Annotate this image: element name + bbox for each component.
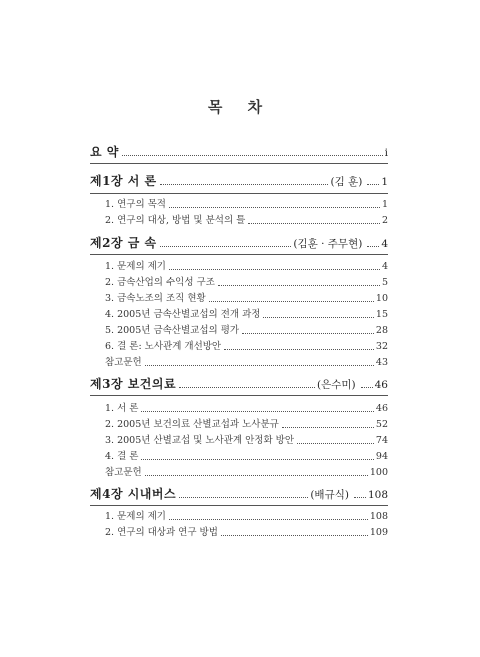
item-page: 15 — [375, 309, 388, 320]
item-page: 52 — [375, 419, 388, 430]
toc-item[interactable] — [105, 452, 388, 462]
chapter-author: (배규식) — [310, 488, 349, 501]
toc-item[interactable] — [105, 404, 388, 414]
toc-item[interactable] — [105, 358, 388, 368]
dot-leader — [282, 426, 374, 428]
dot-leader — [179, 386, 315, 388]
toc-item[interactable] — [105, 294, 388, 304]
toc-item[interactable] — [105, 420, 388, 430]
item-label: 1. 연구의 목적 — [105, 199, 166, 210]
item-page: 2 — [381, 215, 388, 226]
toc-item[interactable] — [105, 512, 388, 522]
entry-page: i — [384, 146, 388, 159]
item-page: 4 — [381, 261, 388, 272]
item-page: 43 — [375, 357, 388, 368]
chapter-3-heading[interactable] — [90, 378, 388, 390]
item-page: 74 — [375, 435, 388, 446]
dot-leader — [141, 410, 373, 412]
item-page: 108 — [369, 511, 388, 522]
divider — [90, 163, 388, 164]
chapter-title: 제3장 보건의료 — [90, 377, 177, 391]
dot-leader — [122, 154, 383, 156]
item-label: 4. 결 론 — [105, 451, 139, 462]
dot-leader — [179, 496, 308, 498]
toc-item[interactable] — [105, 278, 388, 288]
divider — [90, 395, 388, 396]
chapter-title: 제4장 시내버스 — [90, 487, 177, 501]
toc-summary-entry[interactable] — [90, 146, 388, 158]
item-page: 100 — [369, 467, 388, 478]
dot-leader — [145, 364, 374, 366]
dot-leader — [224, 348, 374, 350]
chapter-author: (은수미) — [317, 378, 356, 391]
toc-item[interactable] — [105, 262, 388, 272]
toc-item[interactable] — [105, 436, 388, 446]
chapter-author: (김 훈) — [330, 175, 363, 188]
dot-leader — [263, 316, 373, 318]
item-label: 1. 문제의 제기 — [105, 261, 166, 272]
item-label: 참고문헌 — [105, 467, 142, 478]
divider — [90, 193, 388, 194]
dot-leader — [145, 474, 368, 476]
item-label: 1. 문제의 제기 — [105, 511, 166, 522]
item-label: 2. 연구의 대상과 연구 방법 — [105, 527, 218, 538]
item-label: 6. 결 론: 노사관계 개선방안 — [105, 341, 222, 352]
item-page: 5 — [381, 277, 388, 288]
chapter-4-heading[interactable] — [90, 488, 388, 500]
item-label: 5. 2005년 금속산별교섭의 평가 — [105, 325, 240, 336]
dot-leader — [354, 496, 366, 498]
toc-title: 목 차 — [207, 98, 273, 116]
item-label: 참고문헌 — [105, 357, 142, 368]
item-page: 46 — [375, 403, 388, 414]
divider — [90, 254, 388, 255]
toc-item[interactable] — [105, 326, 388, 336]
item-page: 28 — [375, 325, 388, 336]
item-page: 1 — [381, 199, 388, 210]
item-label: 2. 금속산업의 수익성 구조 — [105, 277, 215, 288]
item-page: 109 — [369, 527, 388, 538]
chapter-2-heading[interactable] — [90, 237, 388, 249]
item-label: 1. 서 론 — [105, 403, 139, 414]
chapter-page: 46 — [374, 378, 388, 391]
toc-item[interactable] — [105, 216, 388, 226]
chapter-1-heading[interactable] — [90, 175, 388, 187]
chapter-author: (김훈 · 주무현) — [293, 237, 363, 250]
toc-item[interactable] — [105, 528, 388, 538]
dot-leader — [169, 518, 368, 520]
item-label: 3. 금속노조의 조직 현황 — [105, 293, 206, 304]
chapter-title: 제1장 서 론 — [90, 174, 157, 188]
chapter-page: 1 — [381, 175, 388, 188]
dot-leader — [169, 206, 380, 208]
toc-item[interactable] — [105, 468, 388, 478]
entry-label: 요 약 — [90, 145, 119, 159]
dot-leader — [141, 458, 373, 460]
dot-leader — [361, 386, 373, 388]
divider — [90, 505, 388, 506]
dot-leader — [367, 183, 379, 185]
chapter-page: 108 — [367, 488, 388, 501]
item-label: 2. 2005년 보건의료 산별교섭과 노사분규 — [105, 419, 279, 430]
item-label: 4. 2005년 금속산별교섭의 전개 과정 — [105, 309, 261, 320]
chapter-page: 4 — [381, 237, 388, 250]
dot-leader — [169, 268, 380, 270]
chapter-title: 제2장 금 속 — [90, 236, 157, 250]
dot-leader — [367, 245, 379, 247]
dot-leader — [209, 300, 374, 302]
dot-leader — [221, 534, 368, 536]
item-page: 94 — [375, 451, 388, 462]
dot-leader — [242, 332, 374, 334]
dot-leader — [248, 222, 380, 224]
item-page: 10 — [375, 293, 388, 304]
toc-item[interactable] — [105, 200, 388, 210]
dot-leader — [218, 284, 380, 286]
item-page: 32 — [375, 341, 388, 352]
dot-leader — [160, 245, 292, 247]
dot-leader — [297, 442, 374, 444]
toc-item[interactable] — [105, 342, 388, 352]
item-label: 3. 2005년 산별교섭 및 노사관계 안정화 방안 — [105, 435, 295, 446]
toc-item[interactable] — [105, 310, 388, 320]
item-label: 2. 연구의 대상, 방법 및 분석의 틀 — [105, 215, 246, 226]
dot-leader — [160, 183, 329, 185]
